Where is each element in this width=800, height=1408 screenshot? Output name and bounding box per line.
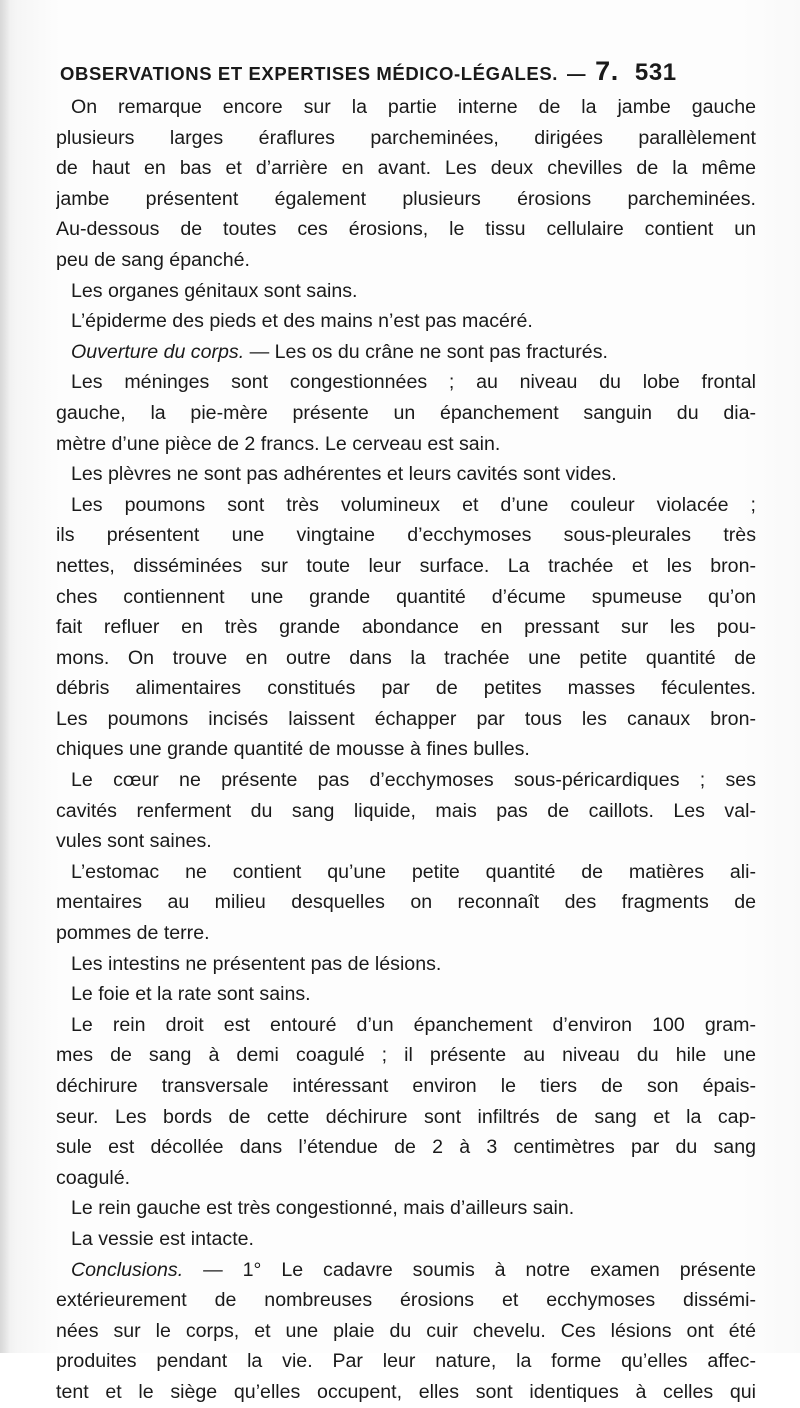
text-line — [56, 398, 756, 429]
text-line — [56, 429, 756, 460]
line-text: L’épiderme des pieds et des mains n’est pas macéré. — [71, 310, 533, 333]
text-line — [56, 551, 756, 582]
page-spine-shadow — [0, 0, 10, 1353]
running-head-chapter: 7. — [595, 56, 619, 86]
body-text — [56, 92, 756, 1408]
text-line — [56, 1224, 756, 1255]
text-line — [56, 887, 756, 918]
text-line — [56, 1163, 756, 1194]
text-line — [56, 520, 756, 551]
line-text: ches contiennent une grande quantité d’écume spumeuse qu’on — [56, 585, 756, 608]
running-head-title: OBSERVATIONS ET EXPERTISES MÉDICO-LÉGALES. — [60, 63, 559, 84]
line-text: Le foie et la rate sont sains. — [71, 983, 311, 1006]
line-text: tent et le siège qu’elles occupent, elles sont identiques à celles qui — [56, 1380, 756, 1403]
text-line — [56, 1377, 756, 1408]
line-text: fait refluer en très grande abondance en pressant sur les pou- — [56, 616, 756, 639]
text-line — [56, 826, 756, 857]
line-text: Le rein droit est entouré d’un épanchement d’environ 100 gram- — [71, 1013, 756, 1036]
text-line — [56, 123, 756, 154]
line-text: de haut en bas et d’arrière en avant. Les deux chevilles de la même — [56, 157, 756, 180]
line-text: mètre d’une pièce de 2 francs. Le cerveau est sain. — [56, 432, 501, 455]
line-text: ils présentent une vingtaine d’ecchymoses sous-pleurales très — [56, 524, 756, 547]
line-text: pommes de terre. — [56, 922, 210, 945]
line-text: nées sur le corps, et une plaie du cuir chevelu. Ces lésions ont été — [56, 1319, 756, 1342]
text-line — [56, 276, 756, 307]
text-line — [56, 184, 756, 215]
line-text: débris alimentaires constitués par de petites masses féculentes. — [56, 677, 756, 700]
line-text: extérieurement de nombreuses érosions et ecchymoses dissémi- — [56, 1289, 756, 1312]
line-text: déchirure transversale intéressant environ le tiers de son épais- — [56, 1075, 756, 1097]
line-text: mentaires au milieu desquelles on reconnaît des fragments de — [56, 891, 756, 914]
text-line — [56, 1346, 756, 1377]
line-text: Les poumons sont très volumineux et d’une couleur violacée ; — [71, 493, 756, 516]
line-text: Les intestins ne présentent pas de lésions. — [71, 952, 442, 975]
text-line — [56, 367, 756, 398]
text-line — [56, 245, 756, 276]
text-line — [56, 673, 756, 704]
line-text: Les poumons incisés laissent échapper par tous les canaux bron- — [56, 707, 756, 730]
text-line — [56, 92, 756, 123]
line-text: La vessie est intacte. — [71, 1227, 254, 1250]
line-text: peu de sang épanché. — [56, 248, 250, 271]
text-line — [56, 734, 756, 765]
line-text: — Les os du crâne ne sont pas fracturés. — [244, 340, 608, 363]
line-text: seur. Les bords de cette déchirure sont infiltrés de sang et la cap- — [56, 1105, 756, 1128]
line-text: vules sont saines. — [56, 830, 212, 853]
text-line — [56, 612, 756, 643]
text-line — [56, 765, 756, 796]
text-line — [56, 1255, 756, 1286]
line-text: Les organes génitaux sont sains. — [71, 279, 358, 302]
text-line — [56, 1316, 756, 1347]
text-line — [56, 704, 756, 735]
text-line — [56, 153, 756, 184]
text-line — [56, 949, 756, 980]
section-heading: Conclusions. — [71, 1258, 184, 1281]
text-line — [56, 337, 756, 368]
section-heading: Ouverture du corps. — [71, 340, 245, 363]
text-line — [56, 1010, 756, 1041]
text-line — [56, 1071, 756, 1102]
line-text: plusieurs larges éraflures parcheminées, dirigées parallèlement — [56, 126, 756, 149]
line-text: Les plèvres ne sont pas adhérentes et leurs cavités sont vides. — [71, 463, 617, 486]
line-text: coagulé. — [56, 1166, 131, 1189]
line-text: jambe présentent également plusieurs érosions parcheminées. — [56, 187, 756, 210]
line-text: produites pendant la vie. Par leur nature, la forme qu’elles affec- — [56, 1350, 756, 1373]
text-line — [56, 796, 756, 827]
line-text: chiques une grande quantité de mousse à fines bulles. — [56, 738, 530, 761]
line-text: Le rein gauche est très congestionné, mais d’ailleurs sain. — [71, 1197, 575, 1220]
line-text: nettes, disséminées sur toute leur surface. La trachée et les bron- — [56, 554, 756, 577]
text-line — [56, 1132, 756, 1163]
line-text: Le cœur ne présente pas d’ecchymoses sous-péricardiques ; ses — [71, 769, 756, 792]
line-text: gauche, la pie-mère présente un épanchement sanguin du dia- — [56, 401, 756, 424]
text-line — [56, 214, 756, 245]
text-line — [56, 1102, 756, 1133]
line-text: — 1° Le cadavre soumis à notre examen présente — [183, 1258, 756, 1281]
line-text: On remarque encore sur la partie interne de la jambe gauche — [71, 96, 756, 118]
line-text: Au-dessous de toutes ces érosions, le tissu cellulaire contient un — [56, 218, 756, 241]
text-line — [56, 459, 756, 490]
text-line — [56, 979, 756, 1010]
running-head-separator: — — [567, 63, 587, 84]
text-line — [56, 918, 756, 949]
page-number: 531 — [634, 59, 677, 86]
line-text: mons. On trouve en outre dans la trachée une petite quantité de — [56, 646, 756, 669]
text-line — [56, 1193, 756, 1224]
line-text: mes de sang à demi coagulé ; il présente au niveau du hile une — [56, 1044, 756, 1067]
text-line — [56, 643, 756, 674]
line-text: cavités renferment du sang liquide, mais pas de caillots. Les val- — [56, 799, 756, 822]
line-text: L’estomac ne contient qu’une petite quantité de matières ali- — [71, 860, 756, 883]
text-line — [56, 490, 756, 521]
text-line — [56, 582, 756, 613]
running-head — [60, 56, 758, 96]
text-line — [56, 306, 756, 337]
text-line — [56, 1285, 756, 1316]
text-line — [56, 1040, 756, 1071]
line-text: sule est décollée dans l’étendue de 2 à 3 centimètres par du sang — [56, 1136, 756, 1159]
text-line — [56, 857, 756, 888]
line-text: Les méninges sont congestionnées ; au niveau du lobe frontal — [71, 371, 756, 394]
